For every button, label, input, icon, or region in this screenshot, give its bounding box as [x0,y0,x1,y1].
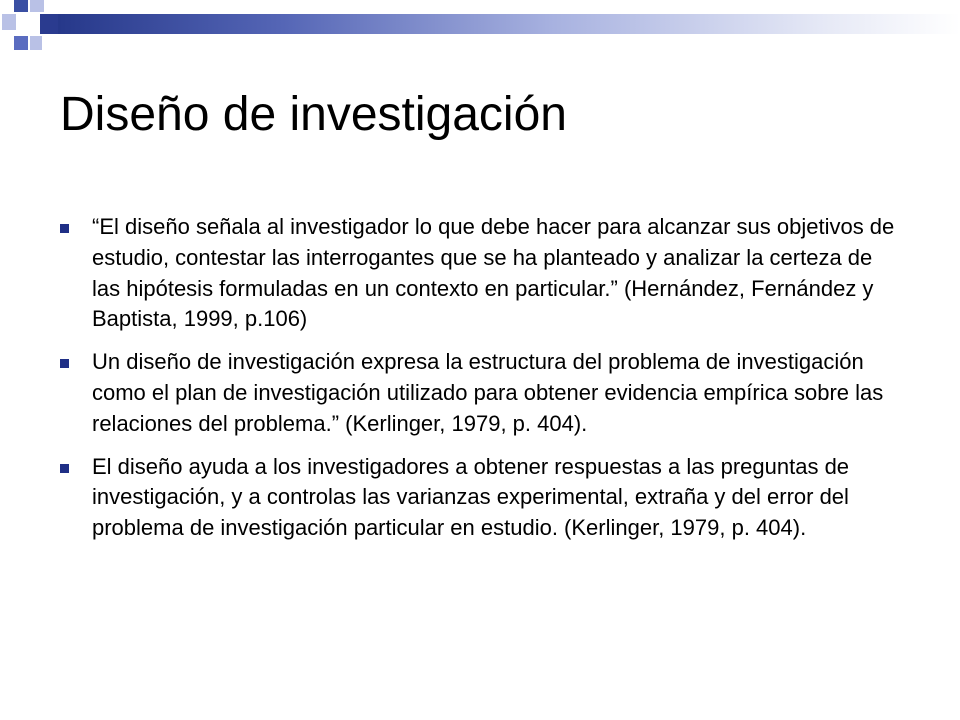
decorative-square [2,14,16,30]
decorative-square [14,0,28,12]
slide-title: Diseño de investigación [60,88,567,141]
bullet-item [60,347,900,439]
decorative-square [40,14,58,34]
decorative-square [30,0,44,12]
decorative-square [18,14,38,34]
decorative-square [14,36,28,50]
square-bullet-icon [60,224,69,233]
bullet-item [60,452,900,544]
bullet-text: El diseño ayuda a los investigadores a obtener respuestas a las preguntas de investigación, y a controlas las varianzas experimental, extraña y del error del problema de investigación particular en estudio. (Kerlinger, 1979, p. 404). [92,453,850,541]
bullet-text: “El diseño señala al investigador lo que debe hacer para alcanzar sus objetivos de estudio, contestar las interrogantes que se ha planteado y analizar la certeza de las hipótesis formuladas en un contexto en particular.” (Hernández, Fernández y Baptista, 1999, p.106) [92,214,895,332]
bullet-text: Un diseño de investigación expresa la estructura del problema de investigación como el plan de investigación utilizado para obtener evidencia empírica sobre las relaciones del problema.” (Kerlinger, 1979, p. 404). [92,349,884,436]
decorative-square [30,36,42,50]
square-bullet-icon [60,464,69,473]
bullet-item [60,212,900,335]
square-bullet-icon [60,359,69,368]
bullet-list [60,212,900,556]
header-gradient-bar [58,14,960,34]
